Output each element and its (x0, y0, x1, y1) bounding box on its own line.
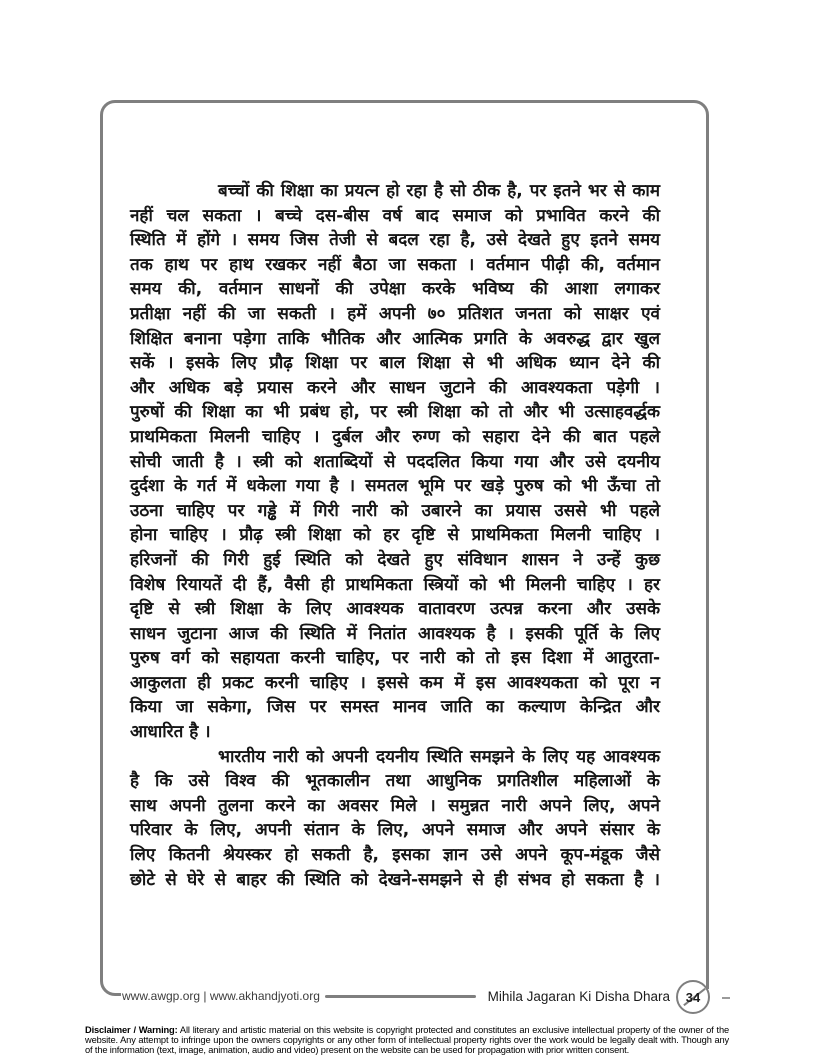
disclaimer-label: Disclaimer / Warning: (85, 1026, 178, 1035)
text-line: साधन जुटाना आज की स्थिति में नितांत आवश्यक है । इसकी पूर्ति के लिए (130, 623, 660, 644)
text-line: लिए कितनी श्रेयस्कर हो सकती है, इसका ज्ञान उसे अपने कूप-मंडूक जैसे (130, 845, 660, 866)
text-line: और अधिक बड़े प्रयास करने और साधन जुटाने की आवश्यकता पड़ेगी । (130, 377, 660, 398)
text-line: पुरुषों की शिक्षा का भी प्रबंध हो, पर स्त्री शिक्षा को तो और भी उत्साहवर्द्धक (130, 402, 660, 423)
text-line: पुरुष वर्ग को सहायता करनी चाहिए, पर नारी को तो इस दिशा में आतुरता- (130, 648, 660, 669)
text-line: सकें । इसके लिए प्रौढ़ शिक्षा पर बाल शिक्षा से भी अधिक ध्यान देने की (130, 353, 660, 374)
text-line: आधारित है । (130, 722, 211, 743)
text-line: दृष्टि से स्त्री शिक्षा के लिए आवश्यक वातावरण उत्पन्न करना और उसके (130, 599, 660, 620)
text-line: होना चाहिए । प्रौढ़ स्त्री शिक्षा को हर दृष्टि से प्राथमिकता मिलनी चाहिए । (130, 525, 660, 546)
footer-book-title: Mihila Jagaran Ki Disha Dhara (487, 988, 670, 1004)
footer-rule (325, 995, 476, 998)
text-line: विशेष रियायतें दी हैं, वैसी ही प्राथमिकता स्त्रियों को भी मिलनी चाहिए । हर (130, 574, 660, 595)
disclaimer-text (85, 1026, 729, 1056)
text-line: दुर्दशा के गर्त में धकेला गया है । समतल भूमि पर खड़े पुरुष को भी ऊँचा तो (130, 476, 660, 497)
page-number: 34 (685, 989, 701, 1005)
text-line: आकुलता ही प्रकट करनी चाहिए । इससे कम में इस आवश्यकता को पूरा न (130, 672, 660, 693)
text-line: प्रतीक्षा नहीं की जा सकती । हमें अपनी ७० प्रतिशत जनता को साक्षर एवं (130, 303, 660, 324)
text-line: साथ अपनी तुलना करने का अवसर मिले । समुन्नत नारी अपने लिए, अपने (130, 795, 660, 816)
text-line: सोची जाती है । स्त्री को शताब्दियों से पददलित किया गया और उसे दयनीय (130, 451, 660, 472)
text-line: भारतीय नारी को अपनी दयनीय स्थिति समझने के लिए यह आवश्यक (218, 746, 660, 767)
page-footer (118, 985, 670, 1007)
text-line: तक हाथ पर हाथ रखकर नहीं बैठा जा सकता । वर्तमान पीढ़ी की, वर्तमान (130, 254, 660, 275)
text-line: प्राथमिकता मिलनी चाहिए । दुर्बल और रुग्ण को सहारा देने की बात पहले (130, 426, 660, 447)
text-line: किया जा सकेगा, जिस पर समस्त मानव जाति का कल्याण केन्द्रित और (130, 697, 660, 718)
footer-end-dash (722, 997, 730, 999)
body-text (130, 179, 660, 892)
text-line: नहीं चल सकता । बच्चे दस-बीस वर्ष बाद समाज को प्रभावित करने की (130, 205, 660, 226)
text-line: परिवार के लिए, अपनी संतान के लिए, अपने समाज और अपने संसार के (130, 820, 660, 841)
text-line: उठना चाहिए पर गड्ढे में गिरी नारी को उबारने का प्रयास उससे भी पहले (130, 500, 660, 521)
text-line: हरिजनों की गिरी हुई स्थिति को देखते हुए संविधान शासन ने उन्हें कुछ (130, 549, 660, 570)
text-line: बच्चों की शिक्षा का प्रयत्न हो रहा है सो ठीक है, पर इतने भर से काम (218, 181, 660, 201)
text-line: शिक्षित बनाना पड़ेगा ताकि भौतिक और आत्मिक प्रगति के अवरुद्ध द्वार खुल (130, 328, 660, 349)
text-line: समय की, वर्तमान साधनों की उपेक्षा करके भविष्य की आशा लगाकर (130, 279, 660, 300)
text-line: स्थिति में होंगे । समय जिस तेजी से बदल रहा है, उसे देखते हुए इतने समय (130, 230, 660, 251)
text-line: छोटे से घेरे से बाहर की स्थिति को देखने-समझने से ही संभव हो सकता है । (130, 869, 660, 890)
footer-websites: www.awgp.org | www.akhandjyoti.org (122, 989, 320, 1003)
page-number-badge (676, 980, 710, 1014)
paragraph (130, 179, 660, 745)
text-line: है कि उसे विश्व की भूतकालीन तथा आधुनिक प्रगतिशील महिलाओं के (130, 771, 660, 792)
disclaimer-body: All literary and artistic material on this website is copyright protected and constitutes an exclusive intellectual property of the owner of the website. Any attempt to infringe upon the owners copyrights or any other form of intellectual property rights over the work would be legally dealt with. Though any of the information (text, image, animation, audio and video) present on the website can be used for propagation with prior written consent. (85, 1026, 729, 1055)
paragraph (130, 745, 660, 893)
